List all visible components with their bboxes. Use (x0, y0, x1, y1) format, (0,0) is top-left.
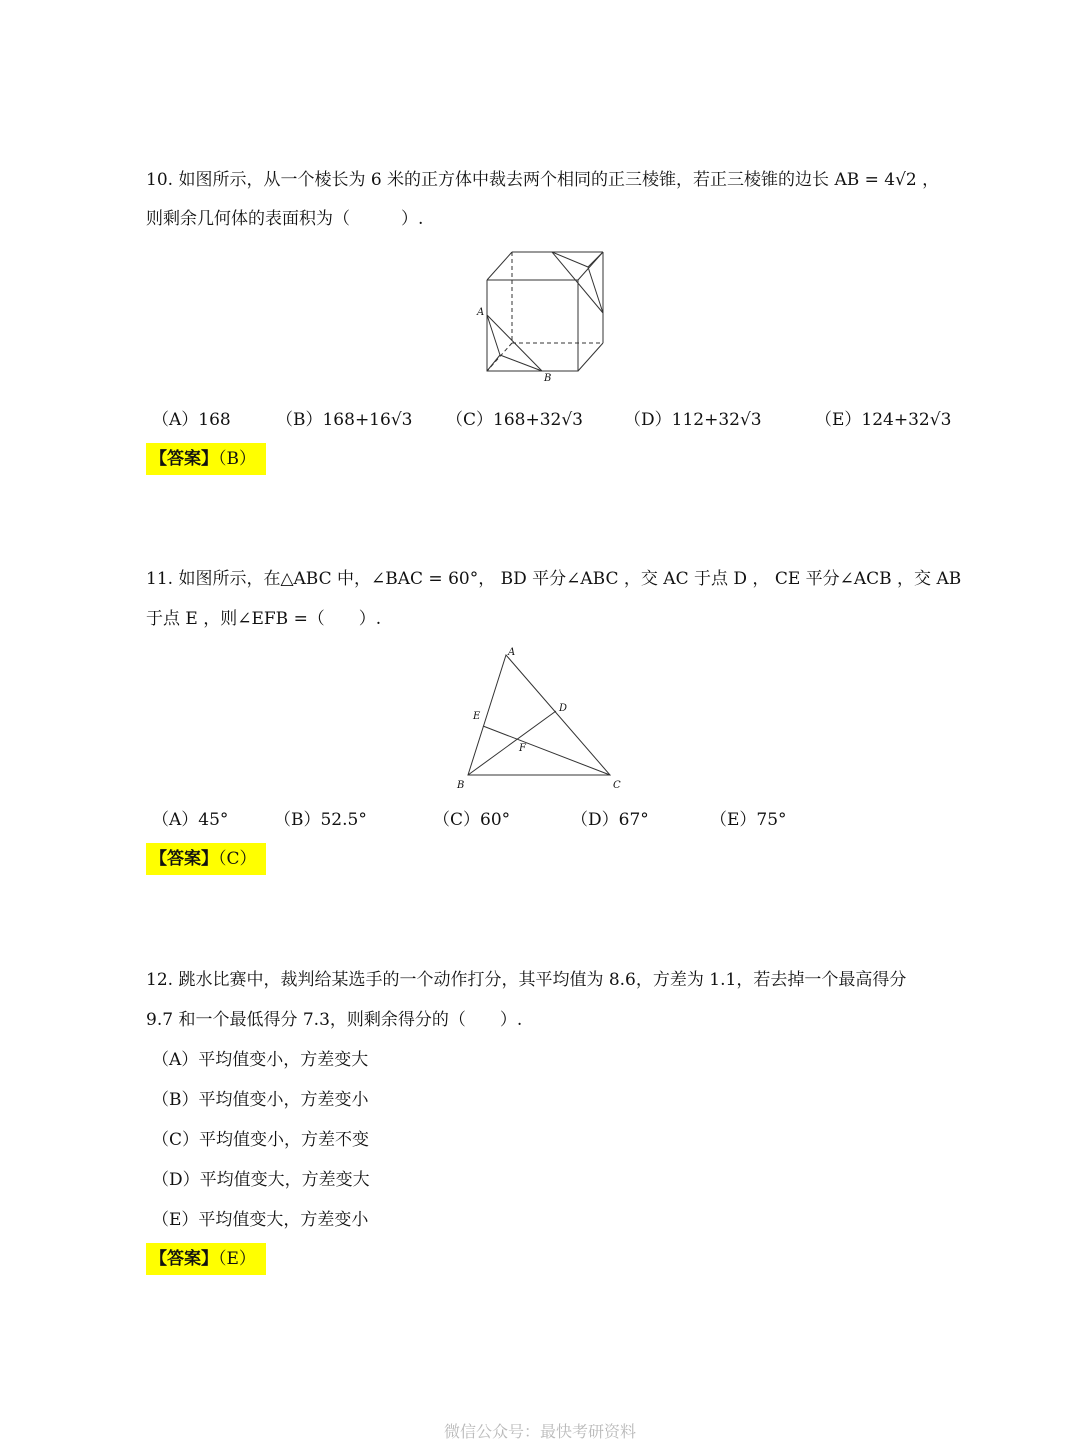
q11-label-b: B (457, 780, 465, 791)
q11-triangle-figure (450, 643, 635, 793)
q10-choice-c: （C）168+32√3 (446, 410, 583, 430)
q12-choice-c: （C）平均值变小，方差不变 (152, 1130, 370, 1150)
q10-choice-a: （A）168 (152, 410, 231, 430)
q10-label-b: B (544, 373, 552, 384)
q11-label-a: A (508, 647, 516, 658)
q12-choice-d: （D）平均值变大，方差变大 (152, 1170, 370, 1190)
q11-stem-line1: 11. 如图所示，在△ABC 中，∠BAC = 60°， BD 平分∠ABC ，交 AC 于点 D ， CE 平分∠ACB ，交 AB (146, 569, 962, 589)
q12-choice-a: （A）平均值变小，方差变大 (152, 1050, 369, 1070)
q10-choice-d: （D）112+32√3 (624, 410, 762, 430)
q10-answer-value: （B） (218, 449, 256, 469)
q11-label-d: D (559, 703, 568, 714)
q10-stem-line1: 10. 如图所示，从一个棱长为 6 米的正方体中裁去两个相同的正三棱锥，若正三棱锥的边长 AB = 4√2 ， (146, 170, 940, 190)
q11-label-e: E (473, 711, 481, 722)
q12-answer-value: （E） (218, 1249, 256, 1269)
q11-label-f: F (519, 743, 526, 754)
q10-cube-figure (470, 245, 615, 385)
q10-answer-label: 【答案】 (150, 449, 218, 469)
q11-answer-box (146, 843, 266, 875)
q10-choice-b: （B）168+16√3 (276, 410, 413, 430)
q11-choice-b: （B）52.5° (274, 810, 367, 830)
q12-choice-b: （B）平均值变小，方差变小 (152, 1090, 369, 1110)
q11-stem-line2: 于点 E ，则∠EFB =（ ）. (146, 609, 382, 629)
q11-choice-c: （C）60° (433, 810, 511, 830)
q12-stem-line1: 12. 跳水比赛中，裁判给某选手的一个动作打分，其平均值为 8.6，方差为 1.1，若去掉一个最高得分 (146, 970, 907, 990)
q12-answer-box (146, 1243, 266, 1275)
q11-choice-d: （D）67° (571, 810, 649, 830)
q11-choice-a: （A）45° (152, 810, 229, 830)
q10-answer-box (146, 443, 266, 475)
q12-choice-e: （E）平均值变大，方差变小 (152, 1210, 369, 1230)
q11-label-c: C (613, 780, 621, 791)
q10-choice-e: （E）124+32√3 (815, 410, 952, 430)
q12-stem-line2: 9.7 和一个最低得分 7.3，则剩余得分的（ ）. (146, 1010, 523, 1030)
footer-watermark: 微信公众号：最快考研资料 (443, 1422, 636, 1441)
q12-answer-label: 【答案】 (150, 1249, 218, 1269)
q11-choice-e: （E）75° (710, 810, 787, 830)
q10-stem-line2: 则剩余几何体的表面积为（ ）. (146, 209, 424, 229)
q11-answer-label: 【答案】 (150, 849, 218, 869)
q10-label-a: A (477, 307, 485, 318)
q11-answer-value: （C） (218, 849, 257, 869)
